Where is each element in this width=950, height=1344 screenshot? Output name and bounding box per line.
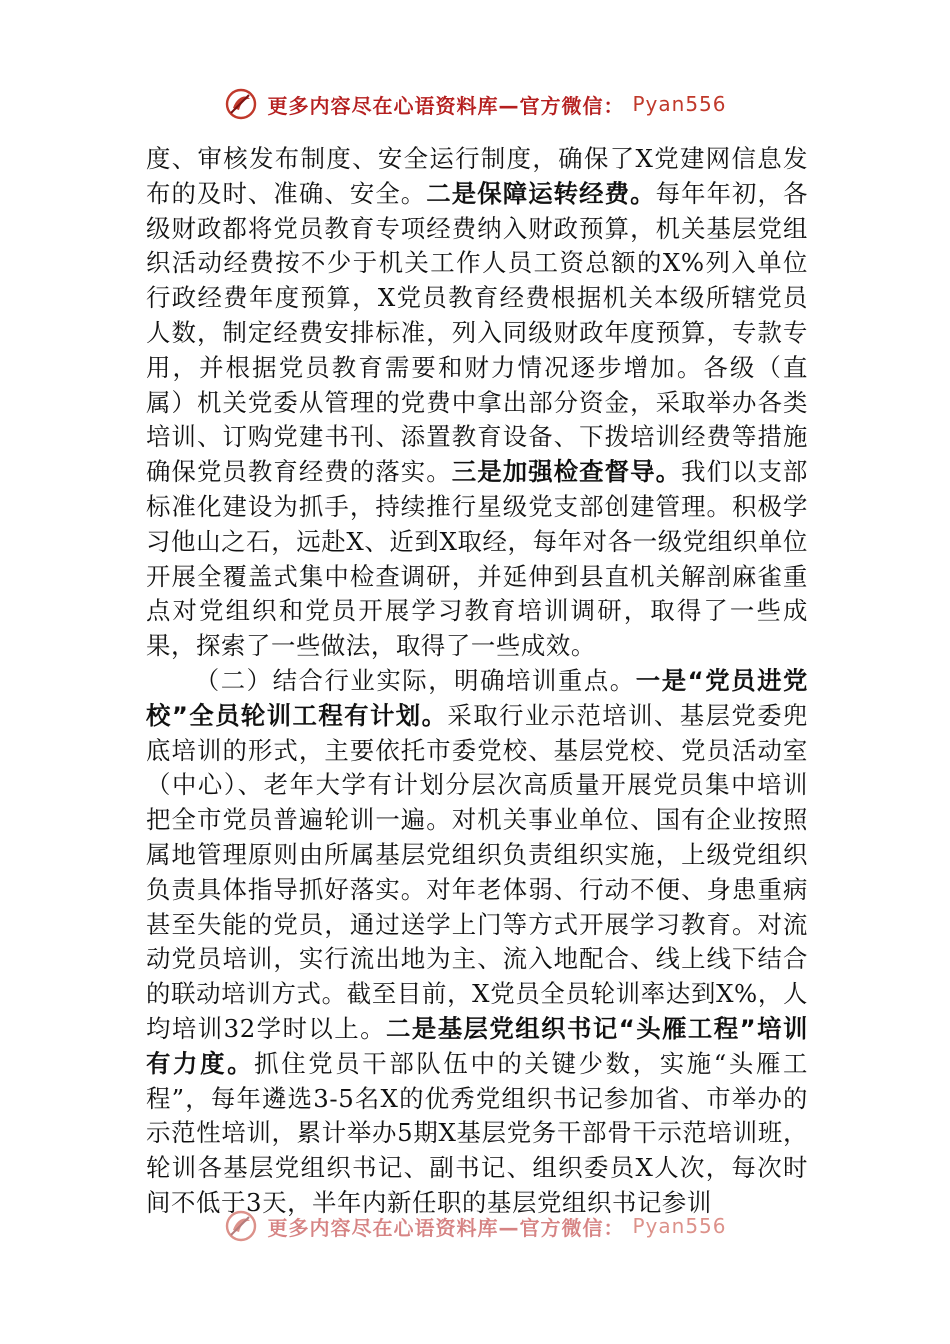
document-body — [146, 142, 808, 1221]
body-text: 我们以支部标准化建设为抓手，持续推行星级党支部创建管理。积极学习他山之石，远赴X、近到X取经，每年对各一级党组织单位开展全覆盖式集中检查调研，并延伸到县直机关解剖麻雀重点对党组织和党员开展学习教育培训调研，取得了一些成果，探索了一些做法，取得了一些成效。 — [146, 457, 809, 661]
watermark-header — [0, 84, 950, 124]
body-text: 采取行业示范培训、基层党委兜底培训的形式，主要依托市委党校、基层党校、党员活动室（中心）、老年大学有计划分层次高质量开展党员集中培训把全市党员普遍轮训一遍。对机关事业单位、国有企业按照属地管理原则由所属基层党组织负责组织实施，上级党组织负责具体指导抓好落实。对年老体弱、行动不便、身患重病甚至失能的党员，通过送学上门等方式开展学习教育。对流动党员培训，实行流出地为主、流入地配合、线上线下结合的联动培训方式。截至目前，X党员全员轮训率达到X%，人均培训32学时以上。 — [146, 700, 809, 1043]
body-text: 每年年初，各级财政都将党员教育专项经费纳入财政预算，机关基层党组织活动经费按不少于机关工作人员工资总额的X%列入单位行政经费年度预算，X党员教育经费根据机关本级所辖党员人数，制定经费安排标准，列入同级财政年度预算，专款专用，并根据党员教育需要和财力情况逐步增加。各级（直属）机关党委从管理的党费中拿出部分资金，采取举办各类培训、订购党建书刊、添置教育设备、下拨培训经费等措施确保党员教育经费的落实。 — [146, 178, 808, 487]
brand-logo-icon — [223, 1208, 259, 1244]
watermark-text: 更多内容尽在心语资料库—官方微信： — [267, 93, 625, 118]
watermark-footer — [0, 1206, 950, 1246]
watermark-text: 更多内容尽在心语资料库—官方微信： — [267, 1215, 625, 1240]
body-text: 度、审核发布制度、安全运行制度，确保了X党建网信息发布的及时、准确、安全。 — [146, 144, 808, 208]
watermark-wechat: Pyan556 — [632, 1214, 727, 1238]
paragraph-1 — [146, 142, 808, 664]
watermark-wechat: Pyan556 — [632, 92, 727, 116]
bold-heading-text: 三是加强检查督导。 — [451, 457, 682, 487]
bold-heading-text: 一是“党员进党校”全员轮训工程有计划。 — [146, 665, 809, 730]
brand-logo-icon — [223, 86, 259, 122]
body-text: 抓住党员干部队伍中的关键少数，实施“头雁工程”，每年遴选3-5名X的优秀党组织书记参加省、市举办的示范性培训，累计举办5期X基层党务干部骨干示范培训班，轮训各基层党组织书记、副书记、组织委员X人次，每次时间不低于3天，半年内新任职的基层党组织书记参训 — [146, 1048, 808, 1217]
body-text: （二）结合行业实际，明确培训重点。 — [194, 665, 636, 695]
bold-heading-text: 二是保障运转经费。 — [426, 178, 656, 208]
bold-heading-text: 二是基层党组织书记“头雁工程”培训有力度。 — [146, 1013, 808, 1078]
paragraph-2 — [146, 664, 808, 1221]
